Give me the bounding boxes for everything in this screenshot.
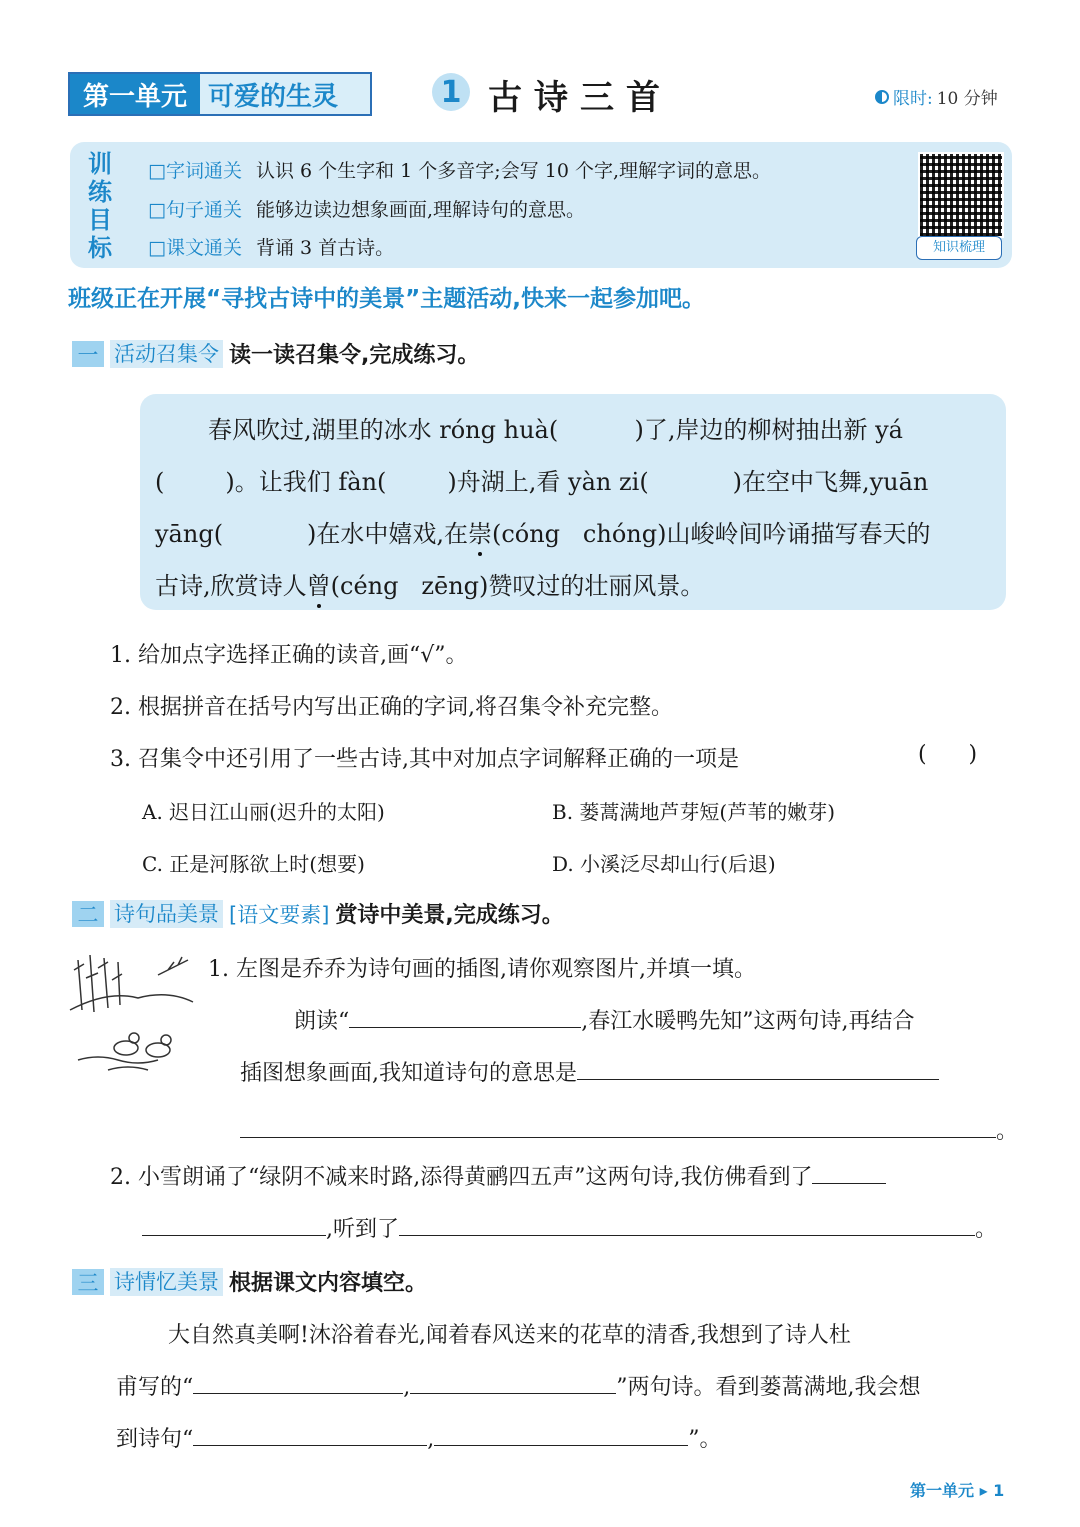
time-limit-label: 限时: [893, 89, 933, 109]
page-footer: 第一单元 ▸ 1 [910, 1481, 1005, 1500]
section-number: 三 [72, 1269, 104, 1295]
paragraph-line: 大自然真美啊!沐浴着春光,闻着春风送来的花草的清香,我想到了诗人杜 [168, 1323, 851, 1348]
question-line [142, 1212, 997, 1243]
comma: , [427, 1427, 435, 1452]
passage-line: 春风吹过,湖里的冰水 róng huà( )了,岸边的柳树抽出新 yá [208, 416, 903, 444]
question-text: ”。 [688, 1427, 722, 1452]
lesson-title: 古诗三首 [488, 78, 672, 118]
question-text: 甫写的“ [116, 1375, 194, 1400]
question-line [294, 1004, 915, 1035]
section-tag: 活动召集令 [110, 340, 223, 368]
question-text: ,听到了 [326, 1217, 399, 1242]
question: 3. 召集令中还引用了一些古诗,其中对加点字词解释正确的一项是 [110, 747, 739, 772]
goal-label[interactable]: □ 课文通关 [148, 233, 242, 260]
question-text: 2. 小雪朗诵了“绿阴不减来时路,添得黄鹂四五声”这两句诗,我仿佛看到了 [110, 1165, 813, 1190]
answer-blank[interactable] [240, 1115, 996, 1138]
goal-item [148, 233, 394, 260]
question-line [240, 1114, 1018, 1145]
answer-blank[interactable] [812, 1161, 886, 1184]
activity-intro: 班级正在开展“寻找古诗中的美景”主题活动,快来一起参加吧。 [68, 286, 705, 312]
section-extra: [语文要素] [229, 902, 330, 927]
answer-blank[interactable] [349, 1005, 581, 1028]
goal-item [148, 156, 771, 183]
passage-text: 古诗,欣赏诗人 [155, 572, 307, 600]
goal-text: 认识 6 个生字和 1 个多音字;会写 10 个字,理解字词的意思。 [255, 160, 772, 182]
paragraph-line [116, 1370, 921, 1401]
option-a[interactable]: A. 迟日江山丽(迟升的太阳) [142, 800, 385, 824]
goal-text: 能够边读边想象画面,理解诗句的意思。 [255, 199, 586, 221]
unit-theme: 可爱的生灵 [200, 74, 370, 114]
goal-label[interactable]: □ 句子通关 [148, 195, 242, 222]
goal-label[interactable]: □ 字词通关 [148, 156, 242, 183]
question: 1. 给加点字选择正确的读音,画“√”。 [110, 643, 468, 668]
passage-text: (céng zēng)赞叹过的壮丽风景。 [330, 572, 705, 600]
option-c[interactable]: C. 正是河豚欲上时(想要) [142, 852, 365, 876]
question-line [110, 1160, 886, 1191]
section-header [72, 338, 479, 369]
section-instruction: 读一读召集令,完成练习。 [229, 343, 480, 368]
answer-blank[interactable] [193, 1371, 403, 1394]
question-text: 插图想象画面,我知道诗句的意思是 [240, 1061, 577, 1086]
passage-line [155, 566, 704, 601]
answer-blank[interactable] [399, 1213, 975, 1236]
ducks-illustration [68, 950, 198, 1080]
passage-text: yāng( )在水中嬉戏,在 [155, 520, 468, 548]
section-header [72, 1266, 427, 1297]
period: 。 [996, 1119, 1019, 1144]
goals-side-char: 标 [88, 234, 112, 262]
answer-blank[interactable] [577, 1057, 939, 1080]
answer-blank[interactable] [434, 1423, 688, 1446]
question-text: 到诗句“ [116, 1427, 194, 1452]
answer-blank[interactable] [193, 1423, 427, 1446]
paragraph-line [116, 1422, 722, 1453]
unit-name: 第一单元 [70, 74, 200, 114]
lesson-number: 1 [432, 73, 470, 111]
period: 。 [975, 1217, 998, 1242]
goals-side-char: 目 [88, 206, 112, 234]
section-number: 一 [72, 341, 104, 367]
passage-text: (cóng chóng)山峻岭间吟诵描写春天的 [491, 520, 931, 548]
passage-line: ( )。让我们 fàn( )舟湖上,看 yàn zi( )在空中飞舞,yuān [155, 468, 929, 496]
dotted-char: 崇 [467, 520, 492, 548]
question: 1. 左图是乔乔为诗句画的插图,请你观察图片,并填一填。 [208, 957, 756, 982]
passage-line [155, 514, 930, 549]
answer-paren[interactable]: ( ) [918, 742, 978, 767]
unit-banner [68, 72, 372, 116]
section-tag: 诗情忆美景 [110, 1268, 223, 1296]
time-limit [875, 84, 998, 109]
answer-blank[interactable] [410, 1371, 616, 1394]
comma: , [403, 1375, 411, 1400]
section-instruction: 赏诗中美景,完成练习。 [335, 903, 564, 928]
goals-side-char: 练 [88, 178, 112, 206]
dotted-char: 曾 [306, 572, 331, 600]
question-line [240, 1056, 939, 1087]
goal-item [148, 195, 585, 222]
section-instruction: 根据课文内容填空。 [229, 1271, 428, 1296]
section-tag: 诗句品美景 [110, 900, 223, 928]
question-text: 朗读“ [294, 1009, 350, 1034]
question-text: ,春江水暖鸭先知”这两句诗,再结合 [581, 1009, 915, 1034]
qr-code[interactable] [918, 152, 1004, 238]
option-b[interactable]: B. 蒌蒿满地芦芽短(芦苇的嫩芽) [552, 800, 836, 824]
section-number: 二 [72, 901, 104, 927]
clock-icon [875, 90, 889, 104]
time-limit-value: 10 分钟 [936, 89, 998, 109]
goals-side-title [84, 150, 116, 262]
question: 2. 根据拼音在括号内写出正确的字词,将召集令补充完整。 [110, 695, 673, 720]
option-d[interactable]: D. 小溪泛尽却山行(后退) [552, 852, 776, 876]
question-text: ”两句诗。看到蒌蒿满地,我会想 [616, 1375, 921, 1400]
section-header [72, 898, 564, 929]
goals-side-char: 训 [88, 150, 112, 178]
goal-text: 背诵 3 首古诗。 [255, 237, 395, 259]
answer-blank[interactable] [142, 1213, 326, 1236]
qr-label: 知识梳理 [916, 236, 1002, 260]
